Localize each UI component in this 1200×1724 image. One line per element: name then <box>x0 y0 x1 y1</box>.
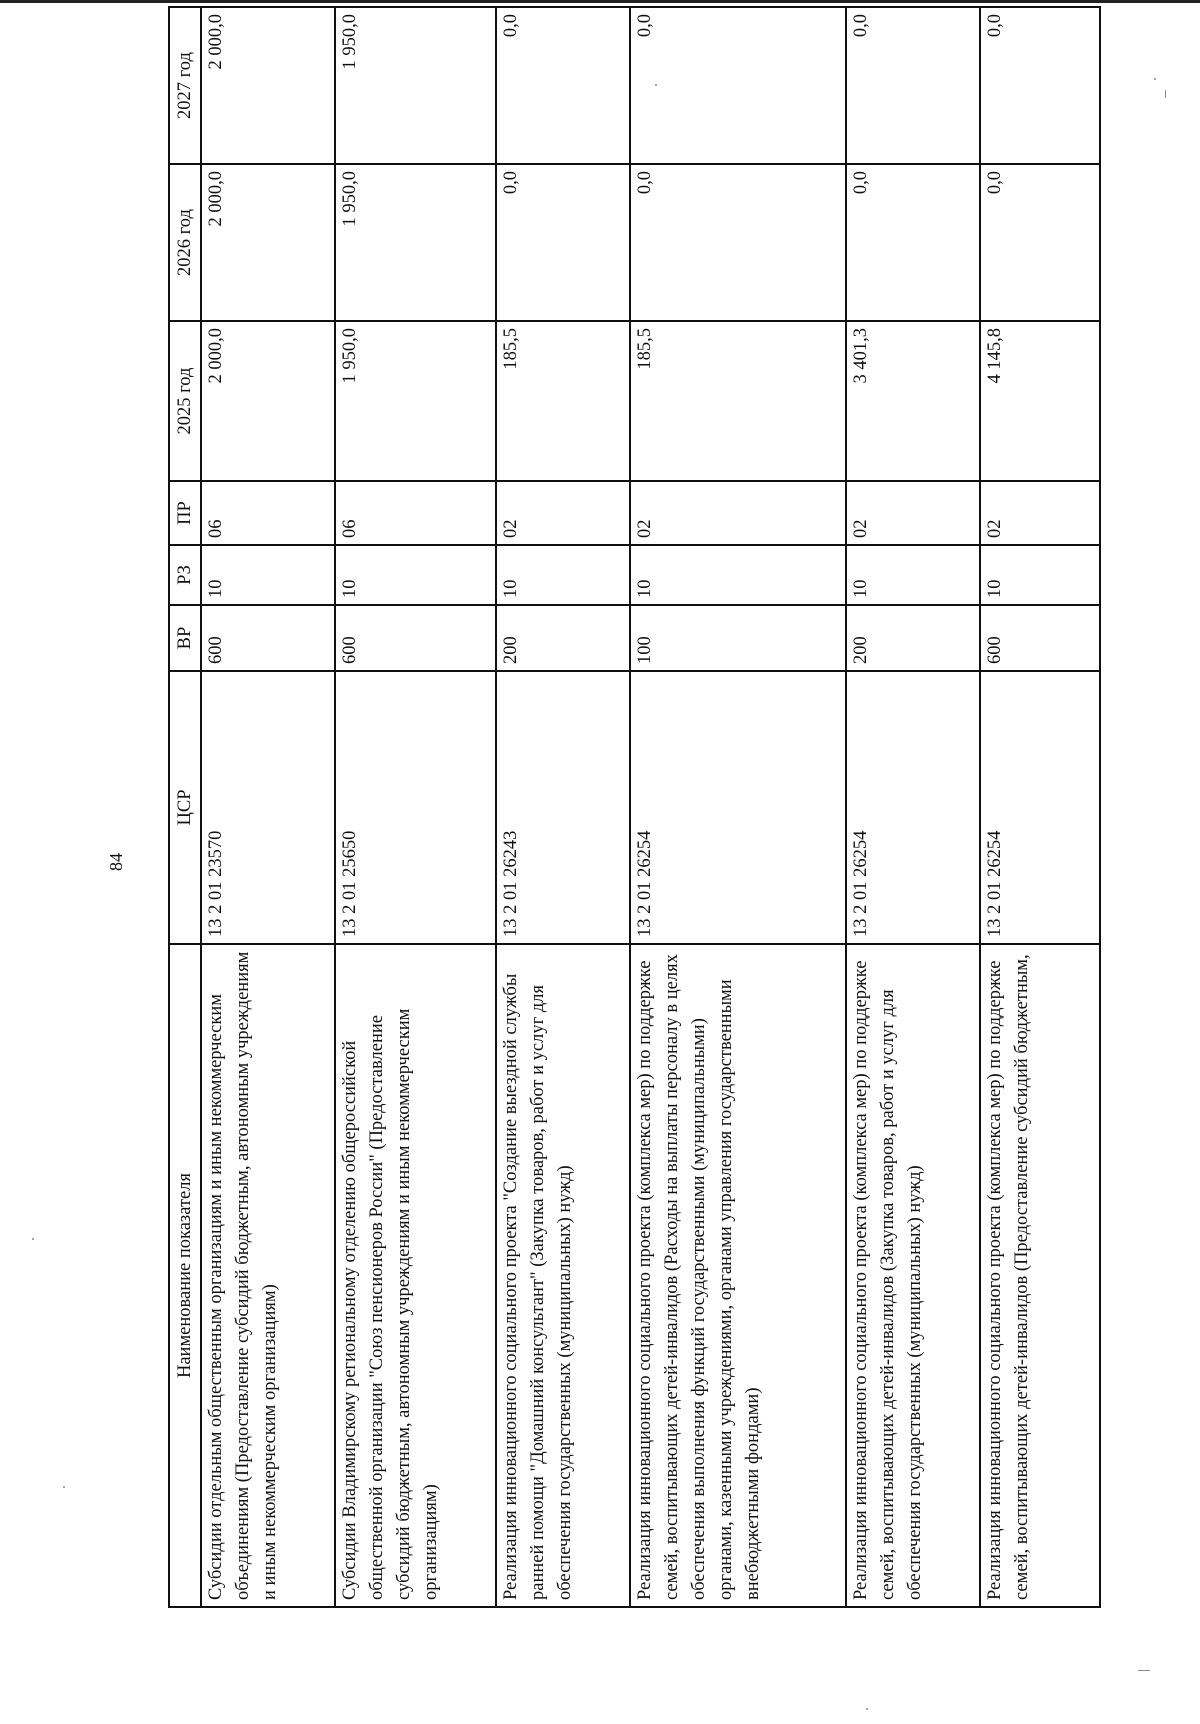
cell-2025: 4 145,8 <box>980 321 1100 481</box>
cell-name: Реализация инновационного социального проекта (комплекса мер) по поддержке семей, воспитывающих детей-инвалидов (Расходы на выплаты персоналу в целях обеспечения выполнения функций государственными (муниципальными) органами, казенными учреждениями, органами управления государственными внебюджетными фондами) <box>630 944 846 1607</box>
table-row <box>630 7 846 1607</box>
cell-name: Реализация инновационного социального проекта "Создание выездной службы ранней помощи "Домашний консультант" (Закупка товаров, работ и услуг для обеспечения государственных (муниципальных) нужд) <box>496 944 630 1607</box>
cell-2025: 1 950,0 <box>335 321 496 481</box>
page-number: 84 <box>106 853 126 871</box>
cell-csr: 13 2 01 26254 <box>980 671 1100 944</box>
cell-2026: 0,0 <box>846 164 980 321</box>
cell-vr: 200 <box>496 605 630 671</box>
table-row <box>335 7 496 1607</box>
rotated-table-content <box>168 14 1128 1608</box>
header-2026: 2026 год <box>169 164 201 321</box>
cell-pr: 06 <box>335 481 496 545</box>
cell-pr: 02 <box>496 481 630 545</box>
cell-2026: 0,0 <box>980 164 1100 321</box>
cell-rz: 10 <box>201 545 335 605</box>
cell-csr: 13 2 01 26254 <box>630 671 846 944</box>
cell-vr: 600 <box>980 605 1100 671</box>
header-2025: 2025 год <box>169 321 201 481</box>
scan-speck <box>1154 78 1156 80</box>
table-row <box>496 7 630 1607</box>
cell-name: Реализация инновационного социального проекта (комплекса мер) по поддержке семей, воспитывающих детей-инвалидов (Предоставление субсидий бюджетным, <box>980 944 1100 1607</box>
cell-2026: 0,0 <box>496 164 630 321</box>
cell-pr: 06 <box>201 481 335 545</box>
cell-csr: 13 2 01 26243 <box>496 671 630 944</box>
header-rz: РЗ <box>169 545 201 605</box>
cell-csr: 13 2 01 26254 <box>846 671 980 944</box>
table-row <box>980 7 1100 1607</box>
header-csr: ЦСР <box>169 671 201 944</box>
cell-2027: 2 000,0 <box>201 7 335 164</box>
cell-rz: 10 <box>846 545 980 605</box>
scan-edge <box>0 0 1200 3</box>
cell-name: Субсидии отдельным общественным организациям и иным некоммерческим объединениям (Предоставление субсидий бюджетным, автономным учреждениям и иным некоммерческим организациям) <box>201 944 335 1607</box>
scan-speck <box>655 84 657 86</box>
cell-rz: 10 <box>496 545 630 605</box>
scan-speck <box>1165 90 1166 98</box>
cell-csr: 13 2 01 23570 <box>201 671 335 944</box>
cell-2026: 2 000,0 <box>201 164 335 321</box>
cell-name: Субсидии Владимирскому региональному отделению общероссийской общественной организации "Союз пенсионеров России" (Предоставление субсидий бюджетным, автономным учреждениям и иным некоммерческим организациям) <box>335 944 496 1607</box>
cell-2027: 0,0 <box>846 7 980 164</box>
cell-2025: 2 000,0 <box>201 321 335 481</box>
cell-pr: 02 <box>846 481 980 545</box>
cell-pr: 02 <box>980 481 1100 545</box>
scan-speck <box>32 1238 34 1240</box>
cell-2025: 3 401,3 <box>846 321 980 481</box>
cell-name: Реализация инновационного социального проекта (комплекса мер) по поддержке семей, воспитывающих детей-инвалидов (Закупка товаров, работ и услуг для обеспечения государственных (муниципальных) нужд) <box>846 944 980 1607</box>
budget-table <box>168 6 1101 1608</box>
cell-vr: 600 <box>201 605 335 671</box>
rotated-table-frame <box>168 14 1128 1608</box>
cell-vr: 600 <box>335 605 496 671</box>
header-name: Наименование показателя <box>169 944 201 1607</box>
cell-2027: 0,0 <box>630 7 846 164</box>
cell-2025: 185,5 <box>630 321 846 481</box>
cell-2025: 185,5 <box>496 321 630 481</box>
table-row <box>201 7 335 1607</box>
scan-speck <box>63 1486 65 1488</box>
cell-vr: 200 <box>846 605 980 671</box>
cell-rz: 10 <box>980 545 1100 605</box>
scan-speck <box>866 1708 868 1710</box>
cell-csr: 13 2 01 25650 <box>335 671 496 944</box>
cell-vr: 100 <box>630 605 846 671</box>
cell-2027: 1 950,0 <box>335 7 496 164</box>
cell-pr: 02 <box>630 481 846 545</box>
header-pr: ПР <box>169 481 201 545</box>
header-2027: 2027 год <box>169 7 201 164</box>
table-row <box>846 7 980 1607</box>
header-vr: ВР <box>169 605 201 671</box>
cell-rz: 10 <box>335 545 496 605</box>
cell-2027: 0,0 <box>980 7 1100 164</box>
table-header-row <box>169 7 201 1607</box>
cell-2027: 0,0 <box>496 7 630 164</box>
cell-2026: 1 950,0 <box>335 164 496 321</box>
cell-rz: 10 <box>630 545 846 605</box>
scan-speck <box>1138 1670 1150 1671</box>
cell-2026: 0,0 <box>630 164 846 321</box>
